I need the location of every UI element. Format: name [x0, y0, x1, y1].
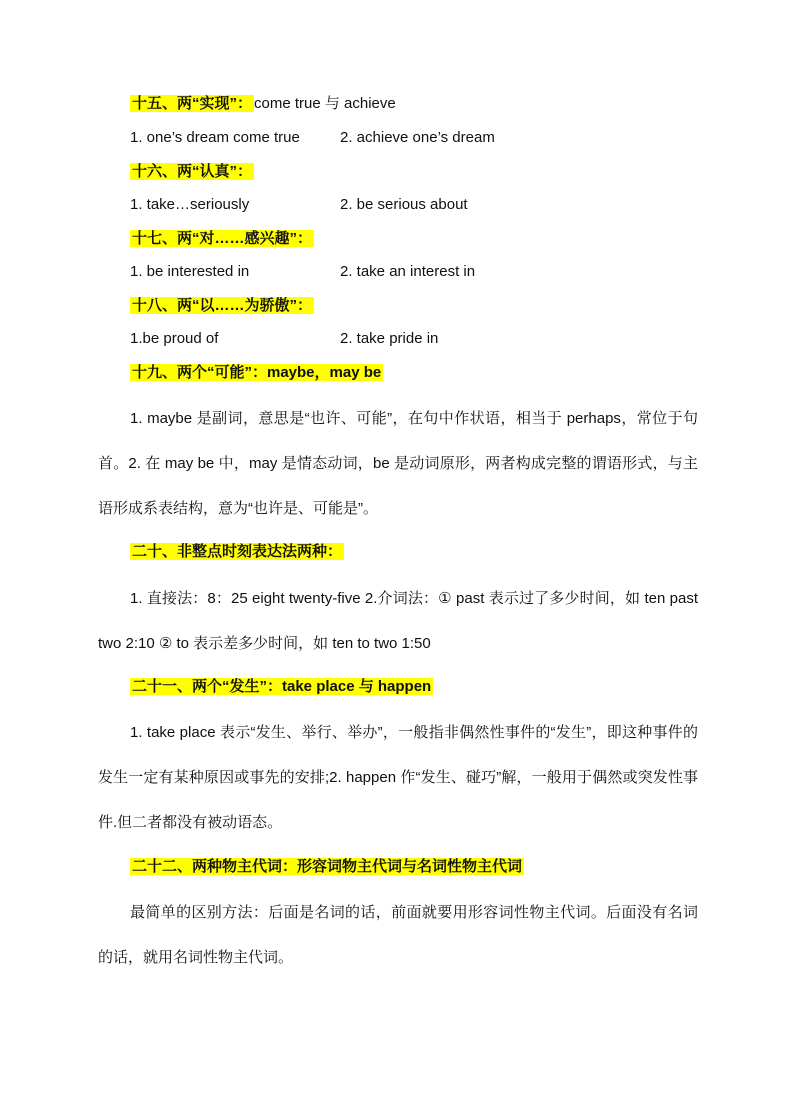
section-18-heading: 十八、两“以……为骄傲”： — [132, 297, 313, 314]
section-15-item-2: 2. achieve one’s dream — [340, 129, 495, 146]
section-22-body: 最简单的区别方法：后面是名词的话，前面就要用形容词性物主代词。后面没有名词的话，就用名词性物主代词。 — [98, 904, 698, 966]
section-22-heading: 二十二、两种物主代词：形容词物主代词与名词性物主代词 — [132, 858, 523, 875]
section-17-heading: 十七、两“对……感兴趣”： — [132, 230, 313, 247]
section-21-heading: 二十一、两个“发生”：take place 与 happen — [132, 678, 432, 695]
section-17-item-2: 2. take an interest in — [340, 263, 476, 280]
section-15-heading: 十五、两“实现”： — [132, 95, 253, 112]
section-20-body: 1. 直接法：8：25 eight twenty-five 2.介词法：① past 表示过了多少时间，如 ten past two 2:10 ② to 表示差多少时间，如 ten to two 1:50 — [98, 590, 698, 652]
section-20-heading: 二十、非整点时刻表达法两种： — [132, 543, 343, 560]
section-16-item-1: 1. take…seriously — [130, 196, 250, 213]
section-16-item-2: 2. be serious about — [340, 196, 468, 213]
section-21-body: 1. take place 表示“发生、举行、举办”，一般指非偶然性事件的“发生”，即这种事件的发生一定有某种原因或事先的安排;2. happen 作“发生、碰巧”解，一般用于偶然或突发性事件.但二者都没有被动语态。 — [98, 724, 698, 831]
section-16-heading: 十六、两“认真”： — [132, 163, 253, 180]
section-19-heading: 十九、两个“可能”：maybe，may be — [132, 364, 382, 381]
section-15-heading-suffix: come true 与 achieve — [254, 95, 396, 112]
section-18-item-1: 1.be proud of — [130, 330, 219, 347]
section-15-item-1: 1. one’s dream come true — [130, 129, 300, 146]
section-19-body: 1. maybe 是副词，意思是“也许、可能”，在句中作状语，相当于 perhaps，常位于句首。2. 在 may be 中，may 是情态动词，be 是动词原形，两者构成完整的谓语形式，与主语形成系表结构，意为“也许是、可能是”。 — [98, 410, 698, 517]
section-17-item-1: 1. be interested in — [130, 263, 250, 280]
section-18-item-2: 2. take pride in — [340, 330, 439, 347]
